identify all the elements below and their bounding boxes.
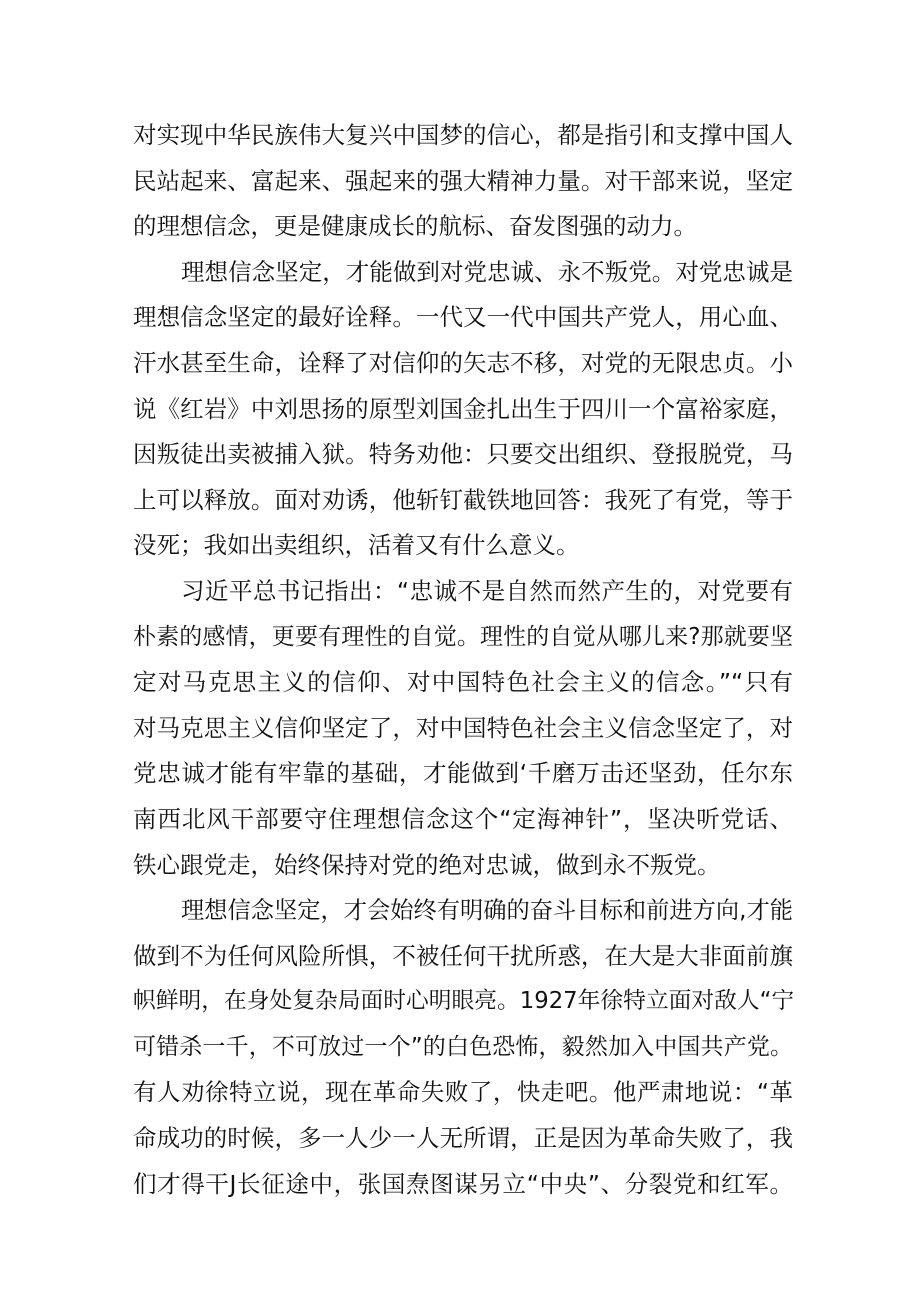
text-line: 命成功的时候，多一人少一人无所谓，正是因为革命失败了，我 <box>133 1124 793 1153</box>
paragraph-first-line: 习近平总书记指出：“忠诚不是自然而然产生的，对党要有 <box>181 576 793 605</box>
text-line: 铁心跟党走，始终保持对党的绝对忠诚，做到永不叛党。 <box>133 850 721 879</box>
text-line: 上可以释放。面对劝诱，他斩钉截铁地回答：我死了有党，等于 <box>133 485 793 514</box>
document-body <box>133 113 793 1207</box>
text-line: 做到不为任何风险所惧，不被任何干扰所惑，在大是大非面前旗 <box>133 941 793 970</box>
text-line: 可错杀一千，不可放过一个”的白色恐怖，毅然加入中国共产党。 <box>133 1033 793 1060</box>
text-line: 的理想信念，更是健康成长的航标、奋发图强的动力。 <box>133 212 697 241</box>
text-line: 们才得干J长征途中，张国焘图谋另立“中央”、分裂党和红军。 <box>133 1169 793 1198</box>
text-line: 帜鲜明，在身处复杂局面时心明眼亮。1927年徐特立面对敌人“宁 <box>133 988 795 1015</box>
paragraph-first-line: 理想信念坚定，才会始终有明确的奋斗目标和前进方向,才能 <box>181 897 793 925</box>
text-line: 汗水甚至生命，诠释了对信仰的矢志不移，对党的无限忠贞。小 <box>133 348 793 377</box>
text-line: 对实现中华民族伟大复兴中国梦的信心，都是指引和支撑中国人 <box>133 121 793 149</box>
text-line: 民站起来、富起来、强起来的强大精神力量。对干部来说，坚定 <box>133 166 793 195</box>
text-line: 说《红岩》中刘思扬的原型刘国金扎出生于四川一个富裕家庭， <box>133 394 793 423</box>
text-line: 有人劝徐特立说，现在革命失败了，快走吧。他严肃地说：“革 <box>133 1078 793 1107</box>
paragraph-first-line: 理想信念坚定，才能做到对党忠诚、永不叛党。对党忠诚是 <box>181 257 793 286</box>
text-line: 党忠诚才能有牢靠的基础，才能做到‘千磨万击还坚劲，任尔东 <box>133 759 793 788</box>
text-line: 因叛徒出卖被捕入狱。特务劝他：只要交出组织、登报脱党，马 <box>133 440 793 469</box>
text-line: 没死；我如出卖组织，活着又有什么意义。 <box>133 531 580 560</box>
text-line: 对马克思主义信仰坚定了，对中国特色社会主义信念坚定了，对 <box>133 713 793 742</box>
text-line: 理想信念坚定的最好诠释。一代又一代中国共产党人，用心血、 <box>133 303 793 332</box>
text-line: 南西北风干部要守住理想信念这个“定海神针”，坚决听党话、 <box>133 804 793 833</box>
text-line: 朴素的感情，更要有理性的自觉。理性的自觉从哪儿来?那就要坚 <box>133 623 793 650</box>
text-line: 定对马克思主义的信仰、对中国特色社会主义的信念。”“只有 <box>133 668 793 697</box>
